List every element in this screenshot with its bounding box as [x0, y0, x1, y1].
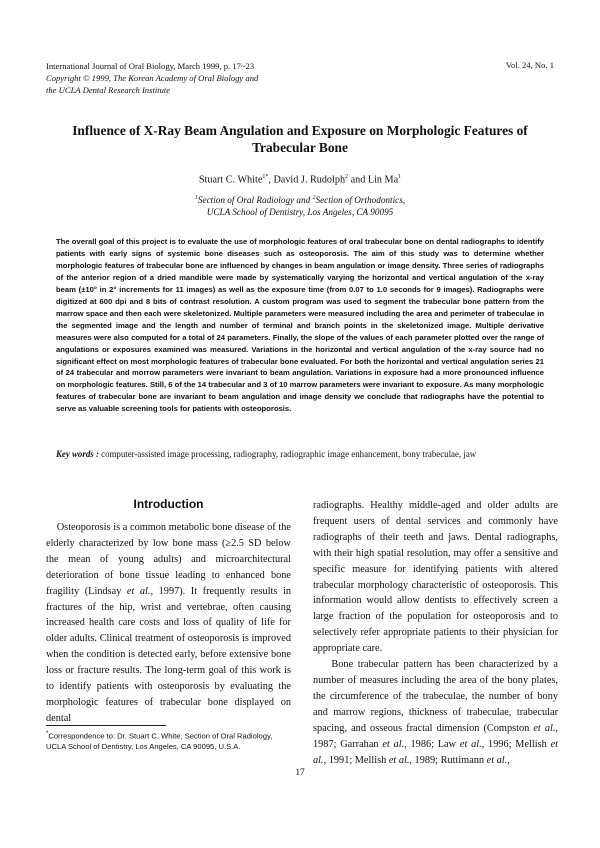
affil-part-1: Section of Oral Radiology and — [197, 195, 313, 206]
footnote-text: Correspondence to: Dr. Stuart C. White, Section of Oral Radiology, UCLA School of Dentistry, Los Angeles, CA 90095, U.S.A. — [46, 731, 273, 752]
footnote-sup: * — [46, 731, 49, 737]
intro-paragraph-right-1: radiographs. Healthy middle-aged and older adults are frequent users of dental services and commonly have radiographs of their teeth and jaws. Dental radiographs, with their high spatial resolution, may offer a sensitive and specific measure for identifying patients with altered trabecular morphology characteristic of osteoporosis. This information would allow dentists to effectively screen a large fraction of the population for osteoporosis and to selectively refer appropriate patients to their physician for appropriate care. — [313, 500, 558, 655]
intro-paragraph-right-2 — [313, 657, 558, 768]
author-3: Lin Ma — [367, 174, 399, 186]
author-2-sup: 2 — [345, 174, 349, 180]
keywords-label: Key words : — [56, 449, 99, 459]
affiliation-line-1 — [40, 192, 560, 206]
copyright-line-text: Copyright © 1999, The Korean Academy of Oral Biology and — [46, 73, 259, 83]
intro-left-etal: et al. — [126, 585, 151, 597]
copyright-line — [46, 72, 258, 84]
section-heading-introduction: Introduction — [133, 497, 204, 511]
etal-1: et al. — [533, 722, 556, 734]
affil-part-2: Section of Orthodontics, — [315, 195, 406, 206]
affiliation — [40, 192, 560, 218]
volume-label: Vol. 24, No. 1 — [505, 60, 554, 70]
journal-header — [46, 60, 258, 96]
intro-right-d: , 1996; Mellish — [481, 738, 551, 750]
intro-right-e: , 1991; Mellish — [323, 754, 389, 766]
institute-line: the UCLA Dental Research Institute — [46, 85, 171, 95]
keywords-text: computer-assisted image processing, radiography, radiographic image enhancement, bony trabeculae, jaw — [101, 449, 477, 459]
journal-citation: International Journal of Oral Biology, March 1999, p. 17~23 — [46, 61, 255, 71]
intro-right-g: , — [507, 754, 510, 766]
etal-4: et al. — [313, 738, 558, 766]
page-number: 17 — [295, 768, 305, 778]
etal-5: et al. — [388, 754, 410, 766]
etal-3: et al. — [459, 738, 482, 750]
intro-paragraph-left — [46, 520, 291, 727]
affil-sup-2: 2 — [312, 195, 316, 201]
footnote-rule — [46, 725, 166, 726]
article-title: Influence of X-Ray Beam Angulation and Exposure on Morphologic Features of Trabecular Bone — [72, 123, 528, 155]
author-list: Stuart C. White$^{1*}$, David J. Rudolph$^2$ and Lin Ma$^1$ — [198, 174, 402, 186]
correspondence-footnote — [46, 729, 291, 753]
intro-right-a: Bone trabecular pattern has been characterized by a number of measures including the area of the bony plates, the circumference of the trabeculae, the number of bony and marrow regions, thickness of trabeculae, trabecular spacing, and osseous fractal dimension (Compston — [313, 659, 558, 734]
intro-right-c: , 1986; Law — [404, 738, 460, 750]
author-1-sup: 1* — [262, 174, 269, 180]
abstract: The overall goal of this project is to evaluate the use of morphologic features of oral trabecular bone on dental radiographs to identify patients with early signs of systemic bone diseases such as osteoporosis. The aim of this study was to determine whether morphologic features of trabecular bone are influenced by changes in beam angulation or image density. Three series of radiographs of the anterior region of a dried mandible were made by systematically varying the horizontal and vertical angulation of the x-ray beam (±10° in 2° increments for 11 images) as well as the exposure time (from 0.07 to 1.0 seconds for 9 images). Radiographs were digitized at 600 dpi and 8 bits of contrast resolution. A custom program was used to segment the trabecular bone pattern from the marrow space and then each were skeletonized. Multiple parameters were measured including the area and perimeter of trabeculae in the segmented image and the length and number of terminal and branch points in the skeletonized image. Multiple derivative measures were also computed for a total of 24 parameters. Finally, the slope of the values of each parameter plotted over the range of angulations or exposures examined was measured. Variations in the horizontal and vertical angulation of the x-ray source had no significant effect on most morphologic features of trabecular bone evaluated. For both the horizontal and vertical angulation series 21 of 24 trabecular and morrow parameters were invariant to beam angulation. Variations in exposure had a more pronounced influence on morphologic features. Still, 6 of the 14 trabecular and 3 of 10 marrow parameters were invariant to exposure. As many morphologic features of trabecular bone are invariant to beam angulation and image density we conclude that radiographs have the potential to serve as valuable screening tools for patients with osteoporosis. — [56, 237, 544, 414]
affil-sup-1: 1 — [194, 195, 198, 201]
intro-right-column — [313, 498, 558, 768]
author-3-sup: 1 — [398, 174, 402, 180]
author-and: and — [350, 174, 366, 186]
intro-left-b: , 1997). It frequently results in fractures of the hip, wrist and vertebrae, often causing increased health care costs and loss of quality of life for older adults. Clinical treatment of osteoporosis is improved when the condition is detected early, before extensive bone loss or fracture results. The long-term goal of this work is to identify patients with osteoporosis by evaluating the morphologic features of trabecular bone displayed on dental — [46, 585, 291, 724]
intro-right-b: , 1987; Garrahan — [313, 722, 558, 750]
affiliation-line-2: UCLA School of Dentistry, Los Angeles, CA 90095 — [206, 207, 394, 218]
author-1: Stuart C. White — [198, 174, 263, 186]
author-2: David J. Rudolph — [273, 174, 346, 186]
etal-6: et al. — [486, 754, 508, 766]
intro-left-a: Osteoporosis is a common metabolic bone disease of the elderly characterized by low bone mass (≥2.5 SD below the mean of young adults) and microarchitectural deterioration of bone tissue leading to enhanced bone fragility (Lindsay — [46, 522, 291, 597]
keywords — [56, 448, 544, 460]
intro-right-f: , 1989; Ruttimann — [409, 754, 487, 766]
etal-2: et al. — [382, 738, 405, 750]
